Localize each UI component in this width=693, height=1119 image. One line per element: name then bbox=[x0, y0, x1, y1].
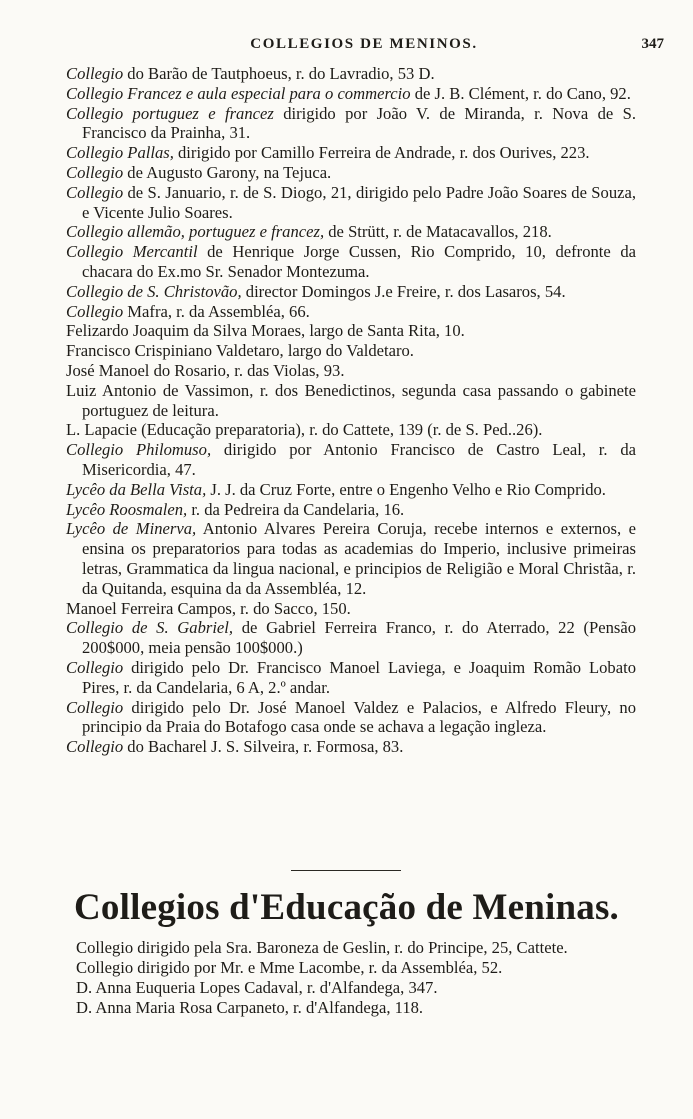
entry-text: dirigido pelo Dr. Francisco Manoel Laviega, e Joaquim Romão Lobato Pires, r. da Candelaria, 6 A, 2.º andar. bbox=[82, 657, 636, 697]
entry-text: Luiz Antonio de Vassimon, r. dos Benedictinos, segunda casa passando o gabinete portuguez de leitura. bbox=[66, 380, 636, 420]
entry-text: de J. B. Clément, r. do Cano, 92. bbox=[410, 83, 631, 103]
school-entry bbox=[76, 998, 640, 1018]
entry-lead: Collegio portuguez e francez bbox=[66, 103, 274, 123]
entry-lead: Collegio Philomuso, bbox=[66, 440, 212, 460]
section-heading: Collegios d'Educação de Meninas. bbox=[74, 887, 619, 928]
entry-text: Collegio dirigido por Mr. e Mme Lacombe, r. da Assembléa, 52. bbox=[76, 958, 503, 977]
school-entry bbox=[66, 222, 636, 242]
entry-lead: Collegio Mercantil bbox=[66, 242, 198, 262]
entry-text: r. da Pedreira da Candelaria, 16. bbox=[187, 499, 405, 519]
entry-text: do Bacharel J. S. Silveira, r. Formosa, 83. bbox=[123, 737, 404, 757]
school-entry bbox=[66, 302, 636, 322]
entry-text: Mafra, r. da Assembléa, 66. bbox=[123, 301, 310, 321]
entry-text: L. Lapacie (Educação preparatoria), r. do Cattete, 139 (r. de S. Ped..26). bbox=[66, 420, 543, 440]
school-entry bbox=[66, 361, 636, 381]
entry-text: D. Anna Euqueria Lopes Cadaval, r. d'Alfandega, 347. bbox=[76, 978, 438, 997]
entry-text: dirigido por Camillo Ferreira de Andrade, r. dos Ourives, 223. bbox=[173, 143, 590, 163]
entry-text: D. Anna Maria Rosa Carpaneto, r. d'Alfandega, 118. bbox=[76, 998, 424, 1017]
entry-lead: Collegio de S. Gabriel, bbox=[66, 618, 234, 638]
entry-lead: Collegio bbox=[66, 64, 124, 83]
school-entry bbox=[66, 143, 636, 163]
school-entry bbox=[66, 242, 636, 282]
entry-lead: Collegio bbox=[66, 737, 124, 757]
entry-text: Collegio dirigido pela Sra. Baroneza de Geslin, r. do Principe, 25, Cattete. bbox=[76, 938, 568, 957]
entry-text: Francisco Crispiniano Valdetaro, largo do Valdetaro. bbox=[66, 341, 414, 361]
school-entry bbox=[76, 958, 640, 978]
entry-text: Felizardo Joaquim da Silva Moraes, largo de Santa Rita, 10. bbox=[66, 321, 465, 341]
school-entry bbox=[66, 737, 636, 757]
entry-lead: Collegio de S. Christovão, bbox=[66, 281, 242, 301]
entry-text: do Barão de Tautphoeus, r. do Lavradio, 53 D. bbox=[123, 64, 435, 83]
entry-text: director Domingos J.e Freire, r. dos Lasaros, 54. bbox=[241, 281, 566, 301]
entry-text: dirigido por Antonio Francisco de Castro Leal, r. da Misericordia, 47. bbox=[82, 440, 636, 479]
school-entry bbox=[66, 480, 636, 500]
entry-text: dirigido por João V. de Miranda, r. Nova de S. Francisco da Prainha, 31. bbox=[82, 103, 636, 143]
entry-text: J. J. da Cruz Forte, entre o Engenho Velho e Rio Comprido. bbox=[206, 479, 606, 499]
section-divider bbox=[291, 870, 401, 871]
page-number: 347 bbox=[641, 36, 664, 52]
entry-lead: Collegio Francez e aula especial para o commercio bbox=[66, 83, 411, 103]
school-entry bbox=[66, 618, 636, 658]
school-entry bbox=[66, 104, 636, 144]
entry-lead: Lycêo Roosmalen, bbox=[66, 499, 188, 519]
boys-schools-list bbox=[66, 64, 636, 757]
entry-text: de Augusto Garony, na Tejuca. bbox=[123, 162, 332, 182]
entry-text: José Manoel do Rosario, r. das Violas, 93. bbox=[66, 360, 345, 380]
school-entry bbox=[66, 183, 636, 223]
entry-text: de Gabriel Ferreira Franco, r. do Aterrado, 22 (Pensão 200$000, meia pensão 100$000.) bbox=[82, 618, 636, 658]
entry-lead: Collegio bbox=[66, 697, 124, 717]
school-entry bbox=[66, 599, 636, 619]
school-entry bbox=[66, 282, 636, 302]
entry-lead: Collegio bbox=[66, 301, 124, 321]
school-entry bbox=[66, 500, 636, 520]
school-entry bbox=[66, 341, 636, 361]
school-entry bbox=[66, 381, 636, 421]
entry-lead: Lycêo da Bella Vista, bbox=[66, 479, 207, 499]
entry-text: dirigido pelo Dr. José Manoel Valdez e Palacios, e Alfredo Fleury, no principio da Praia do Botafogo casa onde se achava a legação ingleza. bbox=[82, 697, 636, 737]
school-entry bbox=[66, 698, 636, 738]
school-entry bbox=[66, 440, 636, 480]
school-entry bbox=[76, 938, 640, 958]
school-entry bbox=[66, 321, 636, 341]
running-title: COLLEGIOS DE MENINOS. bbox=[250, 36, 478, 52]
school-entry bbox=[66, 84, 636, 104]
entry-text: Manoel Ferreira Campos, r. do Sacco, 150. bbox=[66, 598, 351, 618]
school-entry bbox=[76, 978, 640, 998]
entry-lead: Collegio allemão, portuguez e francez, bbox=[66, 222, 325, 242]
entry-text: de S. Januario, r. de S. Diogo, 21, dirigido pelo Padre João Soares de Souza, e Vicente Julio Soares. bbox=[82, 182, 636, 222]
entry-text: Antonio Alvares Pereira Coruja, recebe internos e externos, e ensina os preparatorios para todas as academias do Imperio, inclusive primeiras letras, Grammatica da lingua nacional, e principios de Religião e Moral Christãa, r. da Quitanda, esquina da da Assembléa, 12. bbox=[82, 519, 637, 598]
school-entry bbox=[66, 519, 636, 598]
school-entry bbox=[66, 658, 636, 698]
entry-lead: Collegio bbox=[66, 162, 124, 182]
girls-schools-list bbox=[76, 938, 640, 1018]
entry-text: de Strütt, r. de Matacavallos, 218. bbox=[324, 222, 552, 242]
entry-text: de Henrique Jorge Cussen, Rio Comprido, 10, defronte da chacara do Ex.mo Sr. Senador Montezuma. bbox=[82, 242, 636, 281]
school-entry bbox=[66, 420, 636, 440]
school-entry bbox=[66, 64, 636, 84]
entry-lead: Collegio bbox=[66, 182, 124, 202]
school-entry bbox=[66, 163, 636, 183]
entry-lead: Lycêo de Minerva, bbox=[66, 519, 197, 539]
entry-lead: Collegio bbox=[66, 657, 124, 677]
running-head bbox=[64, 36, 664, 60]
entry-lead: Collegio Pallas, bbox=[66, 143, 174, 163]
